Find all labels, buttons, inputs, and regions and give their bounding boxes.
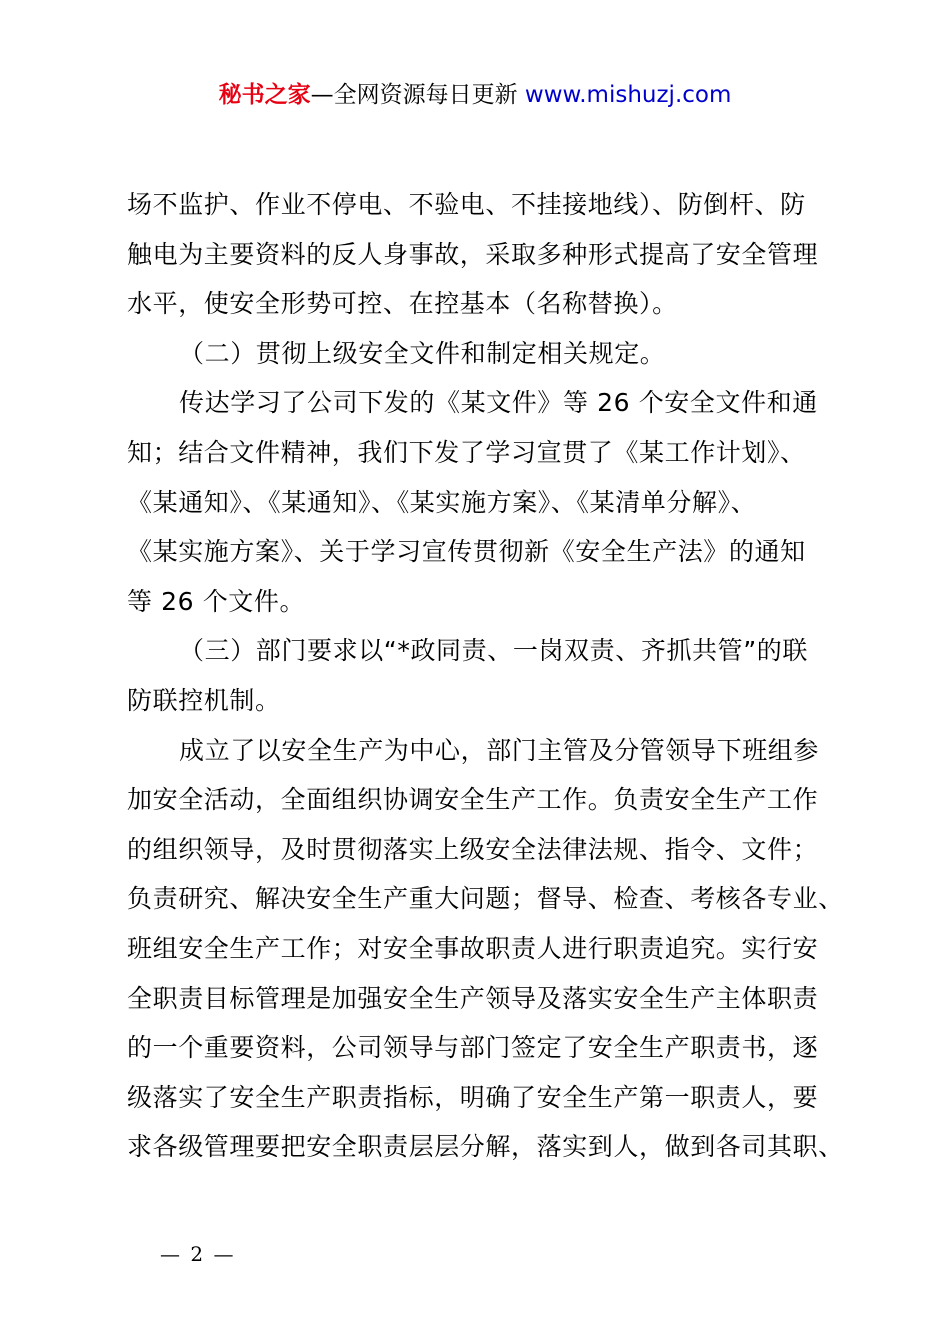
document-body	[127, 180, 844, 1172]
text-line: 全职责目标管理是加强安全生产领导及落实安全生产主体职责	[127, 983, 819, 1013]
text-line: 知；结合文件精神，我们下发了学习宣贯了《某工作计划》、	[127, 437, 806, 467]
header-tagline: —全网资源每日更新	[310, 82, 525, 108]
text-line: 负责研究、解决安全生产重大问题；督导、检查、考核各专业、	[127, 884, 844, 914]
text-line: 场不监护、作业不停电、不验电、不挂接地线）、防倒杆、防	[127, 190, 806, 219]
text-line: 班组安全生产工作；对安全事故职责人进行职责追究。实行安	[127, 933, 819, 963]
brand-name: 秘书之家	[218, 82, 311, 108]
page-number: — 2 —	[160, 1242, 236, 1266]
text-line: 水平，使安全形势可控、在控基本（名称替换）。	[127, 289, 678, 319]
site-url-link[interactable]: www.mishuzj.com	[524, 82, 732, 108]
text-line: 的一个重要资料，公司领导与部门签定了安全生产职责书，逐	[127, 1033, 819, 1063]
text-line: 成立了以安全生产为中心，部门主管及分管领导下班组参	[179, 735, 820, 765]
site-header	[0, 78, 950, 112]
text-line: 的组织领导，及时贯彻落实上级安全法律法规、指令、文件；	[127, 834, 819, 864]
text-line: 《某通知》、《某通知》、《某实施方案》、《某清单分解》、	[127, 487, 757, 517]
text-line: 加安全活动，全面组织协调安全生产工作。负责安全生产工作	[127, 785, 819, 815]
section-heading: （三）部门要求以“*政同责、一岗双责、齐抓共管”的联	[179, 636, 809, 666]
text-line: 级落实了安全生产职责指标，明确了安全生产第一职责人，要	[127, 1082, 819, 1112]
text-line: 求各级管理要把安全职责层层分解，落实到人，做到各司其职、	[127, 1132, 844, 1162]
text-line: 防联控机制。	[127, 685, 281, 715]
text-line: 触电为主要资料的反人身事故，采取多种形式提高了安全管理	[127, 239, 819, 269]
text-line: 等 26 个文件。	[127, 586, 306, 616]
text-line: 《某实施方案》、关于学习宣传贯彻新《安全生产法》的通知	[127, 537, 806, 567]
text-line: 传达学习了公司下发的《某文件》等 26 个安全文件和通	[179, 388, 818, 418]
section-heading: （二）贯彻上级安全文件和制定相关规定。	[179, 338, 666, 368]
